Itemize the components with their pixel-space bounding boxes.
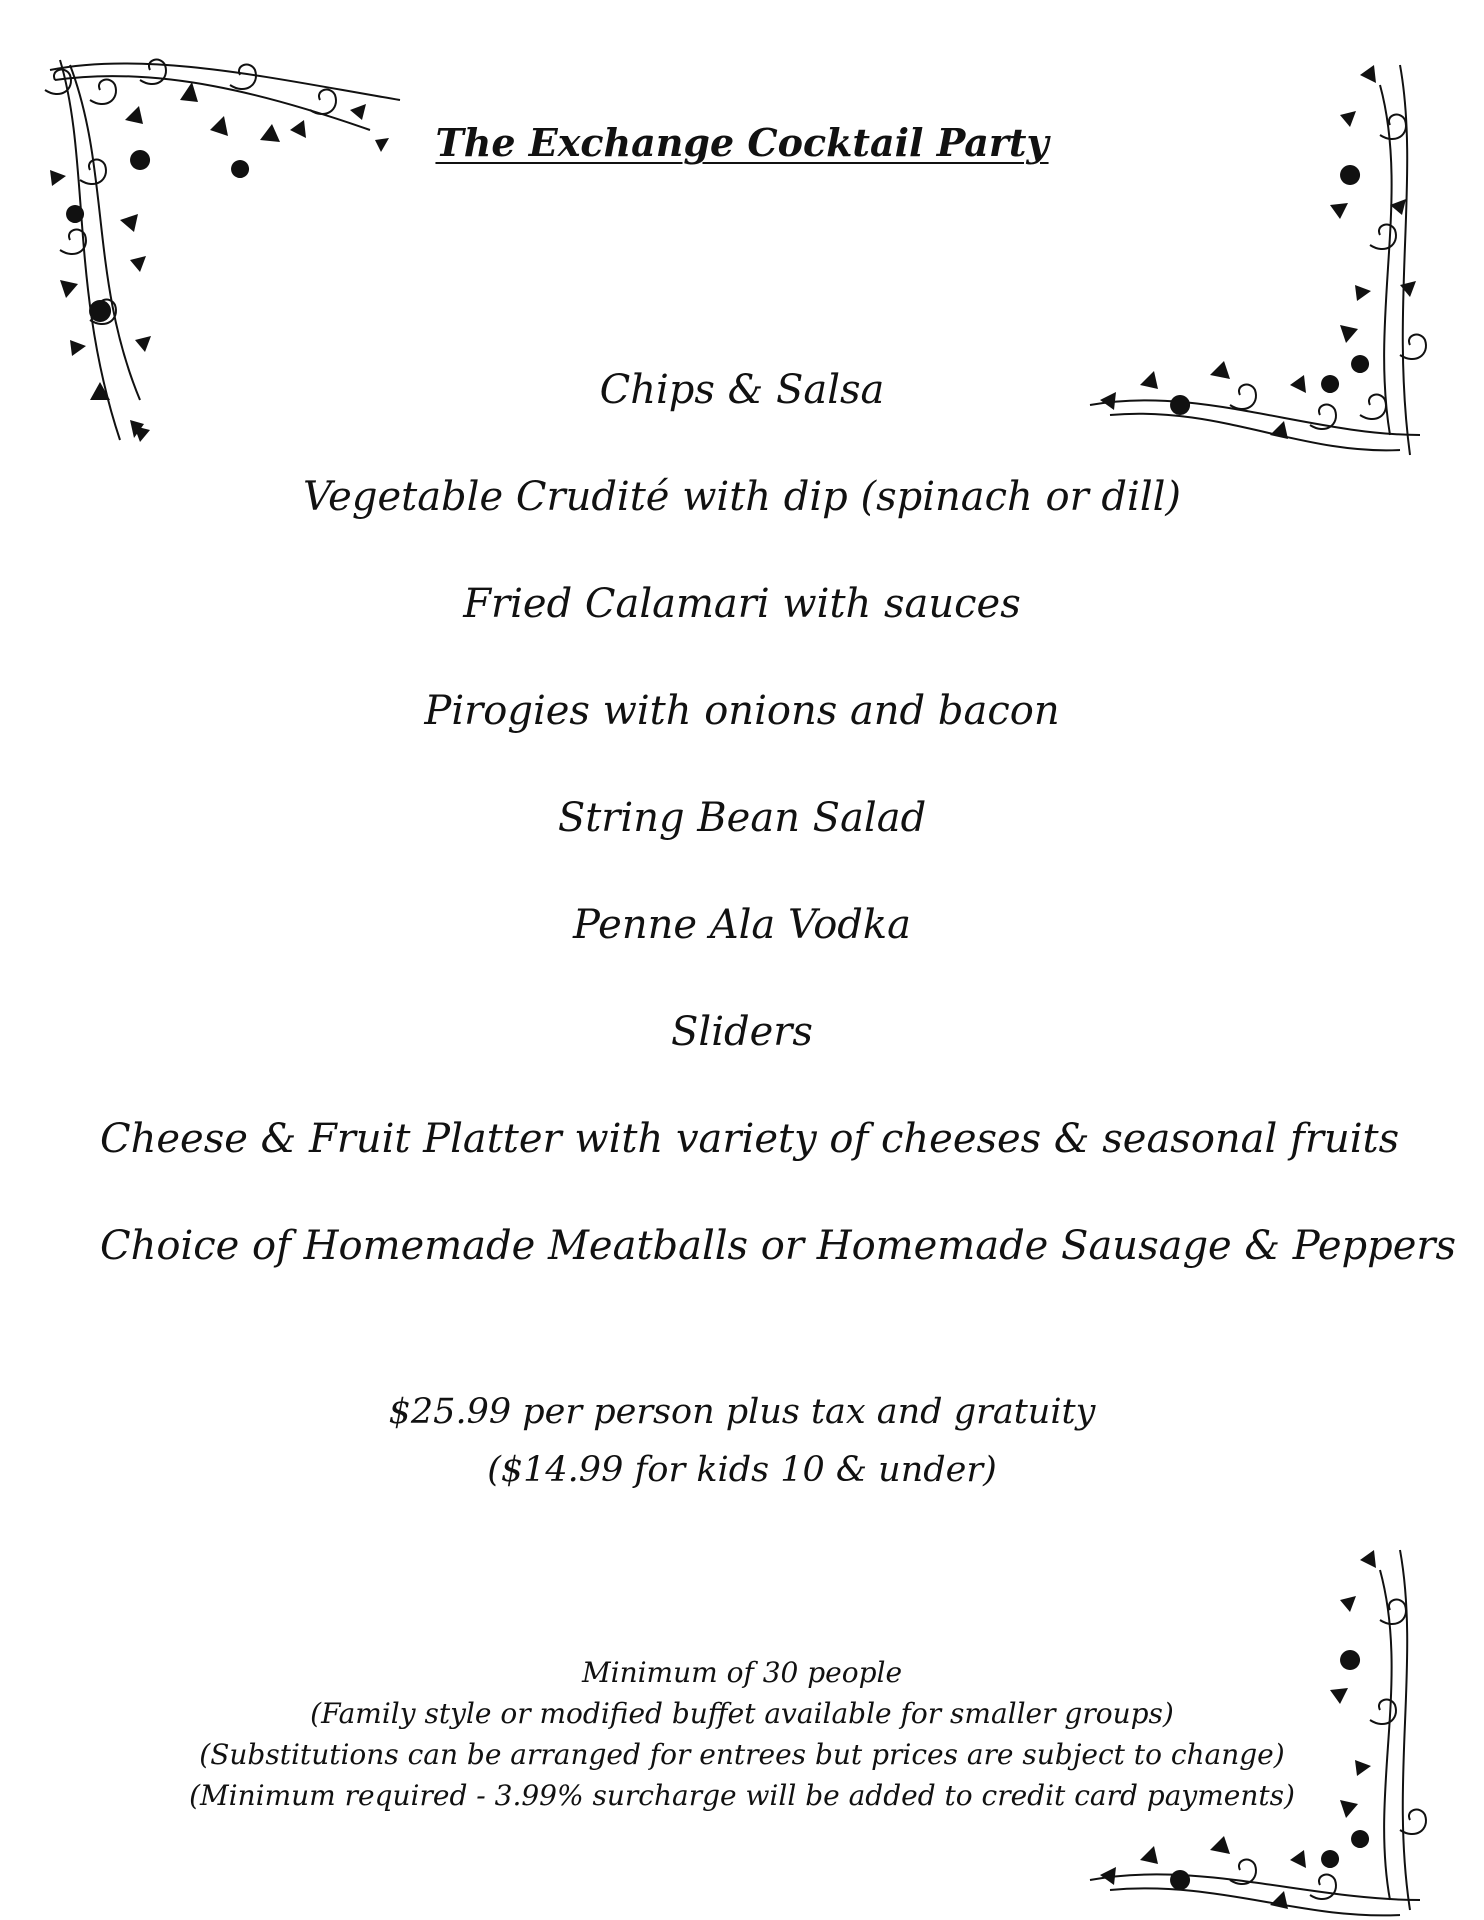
kids-price: ($14.99 for kids 10 & under) bbox=[487, 1450, 997, 1490]
note-line: (Substitutions can be arranged for entrees but prices are subject to change) bbox=[199, 1738, 1285, 1771]
menu-item: Fried Calamari with sauces bbox=[463, 581, 1021, 627]
note-line: (Minimum required - 3.99% surcharge will be added to credit card payments) bbox=[189, 1779, 1295, 1812]
page-title: The Exchange Cocktail Party bbox=[435, 120, 1049, 165]
menu-item: Chips & Salsa bbox=[599, 367, 885, 413]
menu-item: Penne Ala Vodka bbox=[573, 902, 911, 948]
note-line: (Family style or modified buffet available for smaller groups) bbox=[310, 1697, 1174, 1730]
notes-block bbox=[0, 1652, 1484, 1816]
menu-item: String Bean Salad bbox=[557, 795, 927, 841]
note-line: Minimum of 30 people bbox=[581, 1656, 903, 1689]
menu-item: Cheese & Fruit Platter with variety of cheeses & seasonal fruits bbox=[100, 1116, 1400, 1162]
menu-item: Vegetable Crudité with dip (spinach or dill) bbox=[302, 474, 1182, 520]
menu-item: Choice of Homemade Meatballs or Homemade Sausage & Peppers bbox=[100, 1223, 1457, 1269]
menu-item: Sliders bbox=[671, 1009, 813, 1055]
pricing-block bbox=[0, 1383, 1484, 1499]
menu-list bbox=[100, 360, 1457, 1323]
menu-item: Pirogies with onions and bacon bbox=[424, 688, 1060, 734]
adult-price: $25.99 per person plus tax and gratuity bbox=[388, 1392, 1096, 1432]
